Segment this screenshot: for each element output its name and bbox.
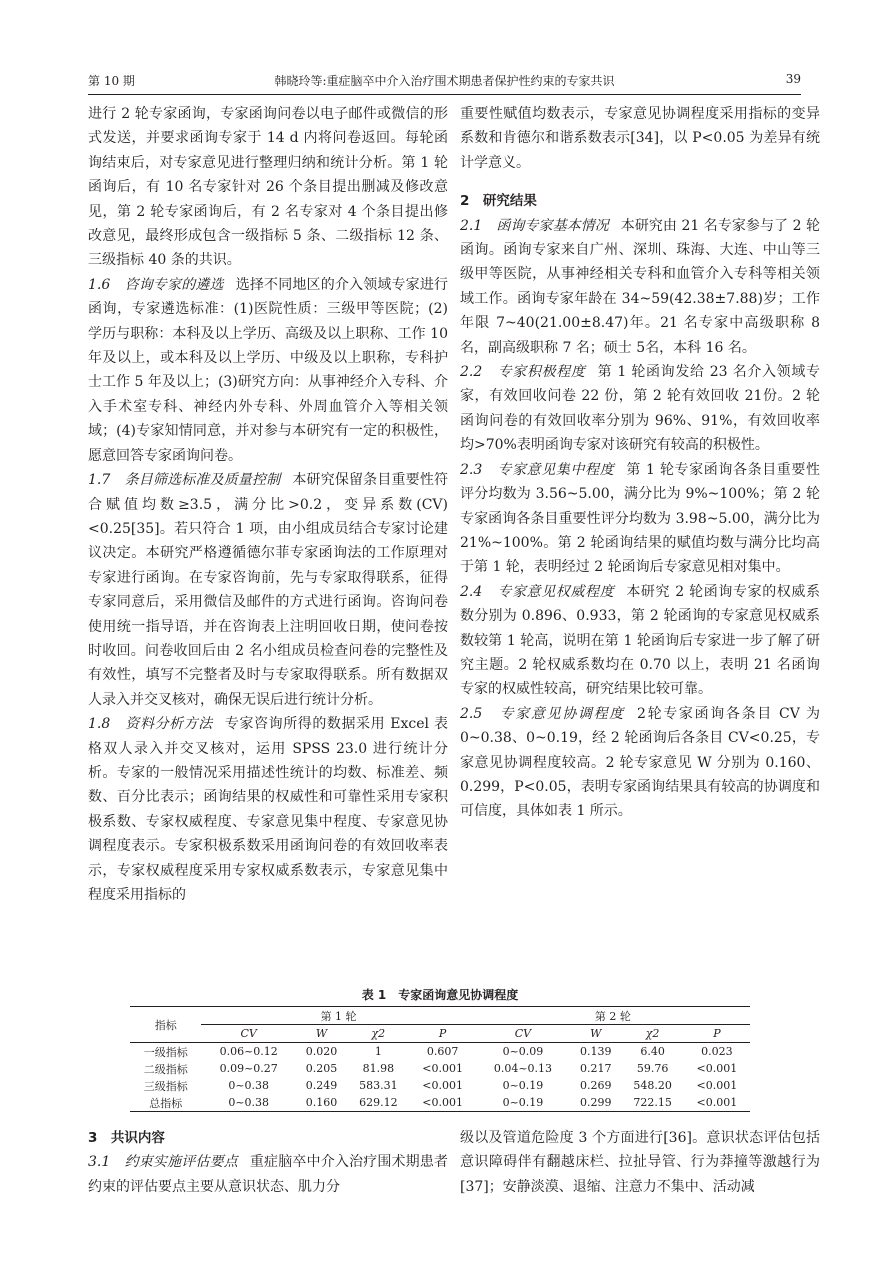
bottom-right-column: [460, 1126, 820, 1199]
table-cell: 二级指标: [143, 1062, 188, 1076]
round-2-header: 第 2 轮: [476, 1007, 750, 1025]
table-cell: 0~0.09: [502, 1045, 544, 1058]
table-cell: 0.299: [570, 1094, 621, 1112]
section-3-1-text: 重症脑卒中介入治疗围术期患者约束的评估要点主要从意识状态、肌力分: [88, 1154, 449, 1195]
section-3-heading: 3 共识内容: [88, 1130, 165, 1146]
table-1: [130, 986, 750, 1112]
table-row: [130, 1077, 750, 1094]
table-row: [130, 1094, 750, 1112]
table-cell: <0.001: [696, 1062, 738, 1075]
section-2-5-heading: 2.5 专家意见协调程度: [460, 705, 625, 722]
table-cell: 6.40: [640, 1045, 665, 1058]
running-title: 韩晓玲等:重症脑卒中介入治疗围术期患者保护性约束的专家共识: [274, 74, 615, 88]
section-2-1-heading: 2.1 函询专家基本情况: [460, 217, 609, 234]
section-1-7: [88, 468, 448, 712]
section-2-heading: 2 研究结果: [460, 193, 537, 210]
col-w-1: W: [296, 1025, 347, 1043]
col-w-2: W: [570, 1025, 621, 1043]
section-1-6: [88, 273, 448, 468]
table-cell: 总指标: [130, 1094, 201, 1112]
table-cell: 0~0.19: [502, 1079, 544, 1092]
section-2-5-text: 2轮专家函询各条目 CV 为 0~0.38、0~0.19，经 2 轮函询后各条目 CV<0.25，专家意见协调程度较高。2 轮专家意见 W 分别为 0.160、0.299，P<0.05，表明专家函询结果具有较高的协调度和可信度，具体如表 1 所示。: [460, 705, 820, 820]
section-1-6-heading: 1.6 咨询专家的遴选: [88, 276, 224, 293]
section-2-3: [460, 458, 820, 580]
table-cell: <0.001: [684, 1094, 750, 1112]
table-cell: 0~0.19: [476, 1094, 571, 1112]
page-number: 39: [785, 72, 801, 86]
table-cell: 0.205: [305, 1062, 338, 1075]
section-3-1-continued: 级以及管道危险度 3 个方面进行[36]。意识状态评估包括意识障碍伴有翻越床栏、拉扯导管、行为莽撞等激越行为[37]；安静淡漠、退缩、注意力不集中、活动减: [460, 1130, 820, 1195]
table-cell: 1: [374, 1045, 382, 1058]
table-cell: 一级指标: [143, 1045, 188, 1059]
section-2-5: [460, 702, 820, 824]
table-cell: 0.160: [296, 1094, 347, 1112]
table-cell: 0.607: [426, 1045, 459, 1058]
table-cell: 0.217: [580, 1062, 612, 1075]
section-2-2-heading: 2.2 专家积极程度: [460, 364, 586, 381]
section-1-8: [88, 712, 448, 907]
table-row: [130, 1043, 750, 1061]
bottom-left-column: [88, 1126, 448, 1199]
table-cell: 548.20: [633, 1079, 672, 1092]
table-row: [130, 1060, 750, 1077]
section-2-2: [460, 360, 820, 458]
coordination-table: [130, 1006, 750, 1112]
col-cv-2: CV: [476, 1025, 571, 1043]
table-cell: 0~0.38: [228, 1079, 270, 1092]
table-cell: 0.139: [580, 1045, 612, 1058]
table-cell: 722.15: [621, 1094, 684, 1112]
section-3-1: [88, 1150, 448, 1199]
table-cell: 0.020: [305, 1045, 338, 1058]
section-2-4-heading: 2.4 专家意见权威程度: [460, 583, 615, 600]
table-cell: 59.76: [636, 1062, 669, 1075]
section-2-1-text: 本研究由 21 名专家参与了 2 轮函询。函询专家来自广州、深圳、珠海、大连、中山等三级甲等医院，从事神经相关专科和血管介入专科等相关领域工作。函询专家年龄在 34~59(42.38±7.88)岁；工作年限 7~40(21.00±8.47)年。21 名专家中高级职称 8 名，副高级职称 7 名；硕士 5名，本科 16 名。: [460, 217, 820, 356]
issue-number: 第 10 期: [88, 74, 135, 88]
col-p-2: P: [684, 1025, 750, 1043]
table-cell: 583.31: [359, 1079, 398, 1092]
table-cell: 0.09~0.27: [219, 1062, 278, 1075]
running-header: [88, 72, 801, 95]
section-2-4: [460, 580, 820, 702]
col-chi2-2: χ2: [621, 1025, 684, 1043]
section-1-8-heading: 1.8 资料分析方法: [88, 716, 213, 733]
table-cell: 0~0.38: [201, 1094, 296, 1112]
table-title: 表 1 专家函询意见协调程度: [361, 988, 519, 1002]
table-cell: 三级指标: [143, 1079, 188, 1093]
left-column: [88, 102, 448, 907]
col-chi2-1: χ2: [347, 1025, 410, 1043]
right-column: [460, 102, 820, 824]
section-1-8-text: 专家咨询所得的数据采用 Excel 表格双人录入并交叉核对，运用 SPSS 23.0 进行统计分析。专家的一般情况采用描述性统计的均数、标准差、频数、百分比表示；函询结果的权威性和可靠性采用专家积极系数、专家权威程度、专家意见集中程度、专家意见协调程度表示。专家积极系数采用函询问卷的有效回收率表示，专家权威程度采用专家权威系数表示，专家意见集中程度采用指标的: [88, 716, 449, 903]
table-cell: 0.04~0.13: [493, 1062, 553, 1075]
section-3-1-heading: 3.1 约束实施评估要点: [88, 1154, 238, 1171]
table-cell: 81.98: [362, 1062, 395, 1075]
table-cell: <0.001: [410, 1094, 476, 1112]
col-cv-1: CV: [201, 1025, 296, 1043]
section-1-7-text: 本研究保留条目重要性符合赋值均数≥3.5，满分比>0.2，变异系数(CV)<0.25[35]。若只符合 1 项，由小组成员结合专家讨论建议决定。本研究严格遵循德尔菲专家函询法的工作原理对专家进行函询。在专家咨询前，先与专家取得联系，征得专家同意后，采用微信及邮件的方式进行函询。咨询问卷使用统一指导语，并在咨询表上注明回收日期，使问卷按时收回。问卷收回后由 2 名小组成员检查问卷的完整性及有效性，填写不完整者及时与专家取得联系。所有数据双人录入并交叉核对，确保无误后进行统计分析。: [88, 472, 448, 708]
table-cell: 629.12: [347, 1094, 410, 1112]
table-cell: 0.06~0.12: [219, 1045, 278, 1058]
table-cell: 0.269: [580, 1079, 612, 1092]
table-cell: <0.001: [422, 1062, 463, 1075]
col-p-1: P: [410, 1025, 476, 1043]
table-cell: <0.001: [696, 1079, 738, 1092]
section-2-2-text: 第 1 轮函询发给 23 名介入领域专家，有效回收问卷 22 份，第 2 轮有效回收 21份。2 轮函询问卷的有效回收率分别为 96%、91%，有效回收率均>70%表明函询专家对该研究有较高的积极性。: [460, 364, 820, 454]
indicator-header: 指标: [130, 1007, 201, 1043]
section-2-3-heading: 2.3 专家意见集中程度: [460, 461, 615, 478]
round-1-header: 第 1 轮: [201, 1007, 475, 1025]
table-cell: <0.001: [422, 1079, 463, 1092]
paragraph-1-5-continued: 进行 2 轮专家函询，专家函询问卷以电子邮件或微信的形式发送，并要求函询专家于 14 d 内将问卷返回。每轮函询结束后，对专家意见进行整理归纳和统计分析。第 1 轮函询后，有 10 名专家针对 26 个条目提出删减及修改意见，第 2 轮专家函询后，有 2 名专家对 4 个条目提出修改意见，最终形成包含一级指标 5 条、二级指标 12 条、三级指标 40 条的共识。: [88, 106, 448, 269]
section-2-3-text: 第 1 轮专家函询各条目重要性评分均数为 3.56~5.00，满分比为 9%~100%；第 2 轮专家函询各条目重要性评分均数为 3.98~5.00，满分比为 21%~100%。第 2 轮函询结果的赋值均数与满分比均高于第 1 轮，表明经过 2 轮函询后专家意见相对集中。: [460, 461, 821, 576]
section-1-7-heading: 1.7 条目筛选标准及质量控制: [88, 472, 281, 489]
table-cell: 0.023: [701, 1045, 733, 1058]
table-cell: 0.249: [305, 1079, 338, 1092]
section-1-6-text: 选择不同地区的介入领域专家进行函询，专家遴选标准：(1)医院性质：三级甲等医院；(2)学历与职称：本科及以上学历、高级及以上职称、工作 10 年及以上，或本科及以上学历、中级及以上职称，专科护士工作 5 年及以上；(3)研究方向：从事神经介入专科、介入手术室专科、神经内外专科、外周血管介入等相关领域；(4)专家知情同意，并对参与本研究有一定的积极性，愿意回答专家函询问卷。: [88, 276, 449, 464]
section-2-4-text: 本研究 2 轮函询专家的权威系数分别为 0.896、0.933，第 2 轮函询的专家意见权威系数较第 1 轮高，说明在第 1 轮函询后专家进一步了解了研究主题。2 轮权威系数均在 0.70 以上，表明 21 名函询专家的权威性较高，研究结果比较可靠。: [460, 583, 821, 698]
section-2-1: [460, 214, 820, 360]
paragraph-1-8-continued: 重要性赋值均数表示，专家意见协调程度采用指标的变异系数和肯德尔和谐系数表示[34]，以 P<0.05 为差异有统计学意义。: [460, 106, 820, 171]
